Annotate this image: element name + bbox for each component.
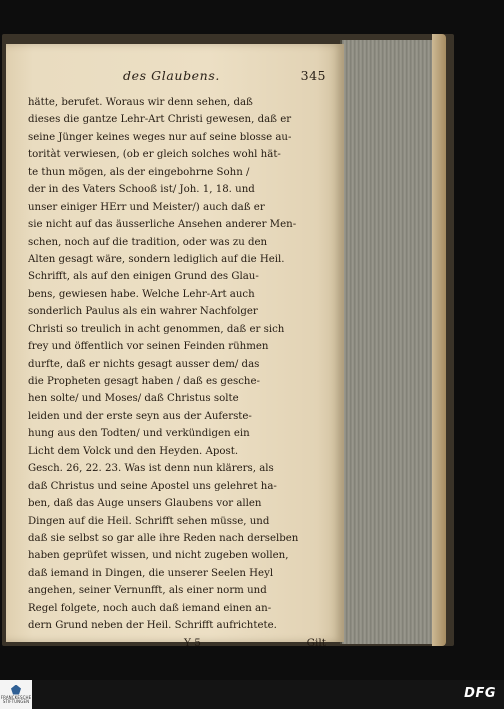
text-line: toritàt verwiesen, (ob er gleich solches wohl hät- (28, 149, 281, 161)
book-page (6, 44, 344, 649)
page-edge-strip (340, 40, 438, 644)
text-line: der in des Vaters Schooß ist/ Joh. 1, 18. und (28, 184, 255, 196)
text-line: haben geprüfet wissen, und nicht zugeben wollen, (28, 550, 289, 562)
text-line: ben, daß das Auge unsers Glaubens vor allen (28, 498, 262, 510)
library-logo-text (1, 696, 32, 705)
text-line: durfte, daß er nichts gesagt ausser dem/ das (28, 358, 260, 370)
page-footer (28, 637, 330, 655)
text-line: Dingen auf die Heil. Schrifft sehen müsse, und (28, 515, 270, 527)
page-number: 345 (300, 68, 326, 83)
text-line: Christi so treulich in acht genommen, daß er sich (28, 323, 285, 335)
text-line: schen, noch auf die tradition, oder was zu den (28, 236, 268, 248)
page-header (28, 68, 330, 88)
text-line: sie nicht auf das äusserliche Ansehen anderer Men- (28, 219, 297, 231)
text-line: te thun mögen, als der eingebohrne Sohn / (28, 166, 250, 178)
viewer-footer-bar (0, 680, 504, 709)
text-line: frey und öffentlich vor seinen Feinden rühmen (28, 341, 269, 353)
text-line: hen solte/ und Moses/ daß Christus solte (28, 393, 239, 405)
text-line: Schrifft, als auf den einigen Grund des Glau- (28, 271, 259, 283)
text-line: daß iemand in Dingen, die unserer Seelen Heyl (28, 567, 274, 579)
text-line: Licht dem Volck und den Heyden. Apost. (28, 445, 239, 457)
text-line: hung aus den Todten/ und verkündigen ein (28, 428, 250, 440)
text-line: angehen, seiner Vernunfft, als einer norm und (28, 585, 267, 597)
text-line: seine Jünger keines weges nur auf seine blosse au- (28, 131, 292, 143)
page-text-block (28, 68, 330, 655)
text-line: unser einiger HErr und Meister/) auch daß er (28, 201, 265, 213)
book-cover-edge (432, 34, 446, 646)
text-line: dieses die gantze Lehr-Art Christi gewesen, daß er (28, 114, 292, 126)
text-line: sonderlich Paulus als ein wahrer Nachfolger (28, 306, 258, 318)
text-line: die Propheten gesagt haben / daß es gesche- (28, 376, 260, 387)
text-line: Alten gesagt wäre, sondern lediglich auf die Heil. (28, 253, 285, 265)
signature-mark: Y 5 (184, 636, 201, 649)
text-line: daß sie selbst so gar alle ihre Reden nach derselben (28, 532, 299, 544)
dfg-logo[interactable]: DFG (464, 686, 496, 701)
catchword: Gilt (306, 636, 326, 649)
text-line: daß Christus und seine Apostel uns gelehret ha- (28, 480, 277, 492)
library-logo[interactable] (0, 680, 32, 709)
library-logo-line: FRANCKESCHE (0, 694, 32, 700)
library-emblem-icon (11, 685, 21, 695)
running-head: des Glaubens. (123, 68, 220, 83)
text-line: Regel folgete, noch auch daß iemand einen an- (28, 602, 272, 614)
body-text (28, 94, 330, 635)
text-line: Gesch. 26, 22. 23. Was ist denn nun klärers, als (28, 463, 274, 475)
text-line: leiden und der erste seyn aus der Auferste- (28, 410, 252, 422)
text-line: bens, gewiesen habe. Welche Lehr-Art auch (28, 288, 255, 300)
library-logo-line: STIFTUNGEN (2, 699, 30, 704)
text-line: hätte, berufet. Woraus wir denn sehen, daß (28, 97, 253, 108)
text-line: dern Grund neben der Heil. Schrifft aufrichtete. (28, 620, 277, 632)
